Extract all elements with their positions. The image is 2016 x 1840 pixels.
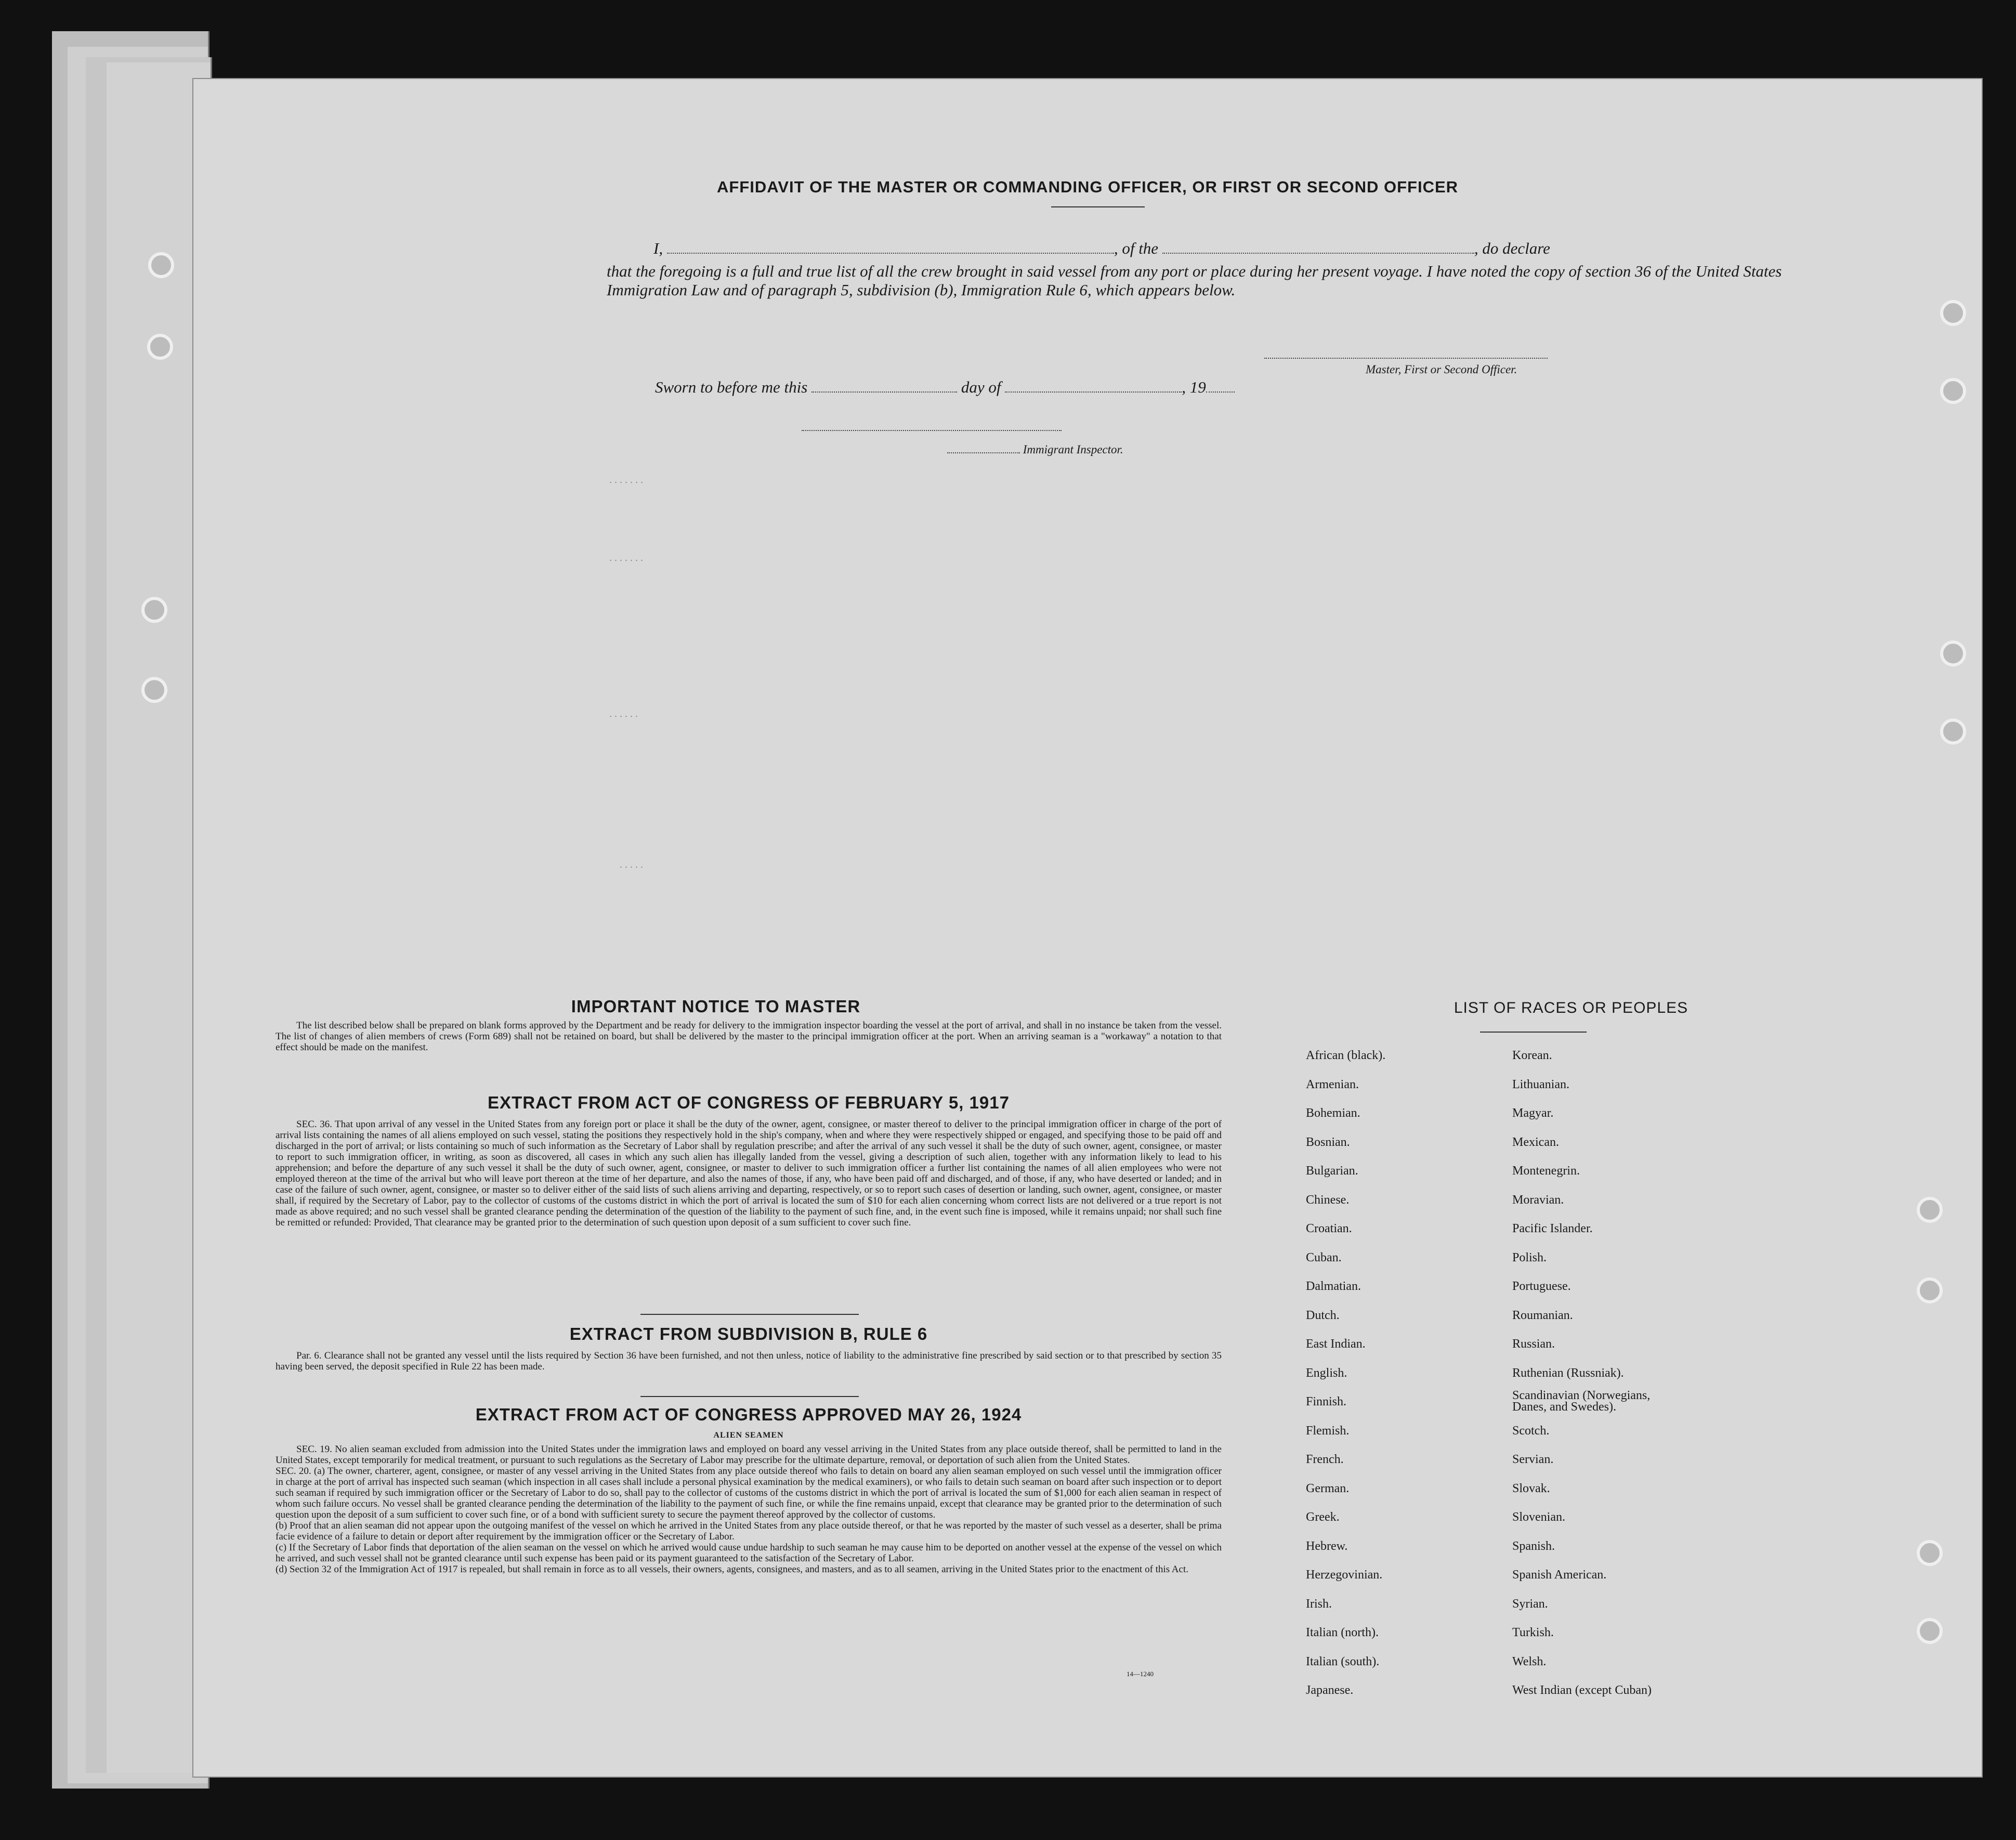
race-item: Flemish.: [1306, 1424, 1350, 1438]
year-label: , 19: [1182, 378, 1206, 396]
binder-hole: [1917, 1197, 1943, 1223]
section-rule: [640, 1396, 859, 1397]
race-item: Italian (north).: [1306, 1626, 1379, 1639]
master-signature-label: Master, First or Second Officer.: [1366, 363, 1517, 376]
race-item: Dalmatian.: [1306, 1280, 1361, 1293]
race-item: East Indian.: [1306, 1337, 1366, 1351]
binder-hole: [148, 252, 174, 278]
i-label: I,: [653, 239, 663, 257]
race-item: Bulgarian.: [1306, 1164, 1358, 1178]
declaration-body: that the foregoing is a full and true list of all the crew brought in said vessel from any port or place during her present voyage. I have noted the copy of section 36 of the United States Immigration Law and of paragraph 5, subdivision (b), Immigration Rule 6, which appears below.: [607, 262, 1782, 299]
master-signature-line[interactable]: [1264, 358, 1548, 359]
bleed-through-text: . . . . . .: [609, 708, 638, 720]
bleed-through-text: . . . . .: [620, 859, 643, 870]
race-item: Montenegrin.: [1512, 1164, 1580, 1178]
race-item: English.: [1306, 1366, 1347, 1380]
race-item: Croatian.: [1306, 1222, 1352, 1235]
declaration-first-line: [653, 239, 1787, 258]
race-item: Dutch.: [1306, 1308, 1340, 1322]
race-item: Roumanian.: [1512, 1308, 1573, 1322]
name-field[interactable]: [667, 252, 1114, 254]
race-item: Irish.: [1306, 1597, 1332, 1611]
race-item: Turkish.: [1512, 1626, 1554, 1639]
sworn-year-field[interactable]: [1206, 391, 1235, 393]
race-item: Syrian.: [1512, 1597, 1548, 1611]
sworn-line: [655, 378, 1383, 397]
vessel-field[interactable]: [1162, 252, 1474, 254]
extract-1924-text: SEC. 19. No alien seaman excluded from admission into the United States under the immigration laws and employed on board any vessel arriving in the United States from any place outside thereof, shall be permitted to land in the United States, except temporarily for medical treatment, or pursuant to such regulations as the Secretary of Labor may prescribe for the ultimate departure, removal, or deportation of such alien from the United States. SEC. 20. (a) The owner, charterer, agent, consignee, or master of any vessel arriving in the United States from any place outside thereof who fails to detain on board any alien seaman employed on such vessel until the immigration officer in charge at the port of arrival has inspected such seaman (which inspection in all cases shall include a personal physical examination by the medical examiners), or who fails to detain such seaman on board after such inspection or to deport such seaman if required by such immigration officer or the Secretary of Labor to do so, shall pay to the collector of customs of the customs district in which the port of arrival is located the sum of $1,000 for each alien seaman in respect of whom such failure occurs. No vessel shall be granted clearance pending the determination of the liability to the payment of such fine, or while the fine remains unpaid, except that clearance may be granted prior to the determination of such question upon the deposit of a sum sufficient to cover such fine, or of a bond with sufficient surety to secure the payment thereof approved by the collector of customs. (b) Proof that an alien seaman did not appear upon the outgoing manifest of the vessel on which he arrived in the United States from any place outside thereof, or that he was reported by the master of such vessel as a deserter, shall be prima facie evidence of a failure to detain or deport after requirement by the immigration officer or the Secretary of Labor. (c) If the Secretary of Labor finds that deportation of the alien seaman on the vessel on which he arrived would cause undue hardship to such seaman he may cause him to be deported on another vessel at the expense of the vessel on which he arrived, and such vessel shall not be granted clearance until such expense has been paid or its payment guaranteed to the satisfaction of the Secretary of Labor. (d) Section 32 of the Immigration Act of 1917 is repealed, but shall remain in force as to all vessels, their owners, agents, consignees, and masters, and as to all seamen, arriving in the United States prior to the enactment of this Act.: [276, 1444, 1222, 1575]
binder-hole: [147, 334, 173, 360]
race-item: Pacific Islander.: [1512, 1222, 1593, 1235]
inspector-signature-line[interactable]: [802, 430, 1062, 431]
binder-hole: [141, 677, 167, 703]
notice-text: The list described below shall be prepared on blank forms approved by the Department and be ready for delivery to the immigration inspector boarding the vessel at the port of arrival, and shall in no instance be taken from the vessel. The list of changes of alien members of crews (Form 689) shall not be retained on board, but shall be delivered by the master to the principal immigration officer at the port. When an arriving seaman is a "workaway" a notation to that effect should be made on the manifest.: [276, 1020, 1222, 1053]
race-item: Bohemian.: [1306, 1106, 1360, 1120]
race-item: Herzegovinian.: [1306, 1568, 1383, 1582]
race-item: Moravian.: [1512, 1193, 1564, 1207]
sworn-label: Sworn to before me this: [655, 378, 808, 396]
bleed-through-text: . . . . . . .: [609, 552, 643, 564]
sworn-month-field[interactable]: [1005, 391, 1182, 393]
of-the-label: , of the: [1114, 239, 1159, 257]
race-item: Mexican.: [1512, 1135, 1559, 1149]
races-rule: [1480, 1032, 1587, 1033]
race-item: Spanish American.: [1512, 1568, 1607, 1582]
do-declare-label: , do declare: [1474, 239, 1550, 257]
binder-hole: [1917, 1618, 1943, 1644]
race-item: Welsh.: [1512, 1654, 1547, 1668]
race-item: Servian.: [1512, 1453, 1554, 1466]
race-item: Finnish.: [1306, 1395, 1347, 1408]
race-item: Lithuanian.: [1512, 1077, 1569, 1091]
race-item: Polish.: [1512, 1250, 1547, 1264]
sworn-day-field[interactable]: [811, 391, 957, 393]
extract-rule6-title: EXTRACT FROM SUBDIVISION B, RULE 6: [569, 1324, 928, 1343]
race-item: Bosnian.: [1306, 1135, 1350, 1149]
race-item: Ruthenian (Russniak).: [1512, 1366, 1624, 1380]
binder-hole: [1940, 300, 1966, 326]
race-item: Slovenian.: [1512, 1510, 1565, 1524]
race-item: Greek.: [1306, 1510, 1340, 1524]
races-title: LIST OF RACES OR PEOPLES: [1454, 999, 1688, 1016]
race-item: Portuguese.: [1512, 1280, 1571, 1293]
inspector-label: Immigrant Inspector.: [1023, 443, 1123, 456]
binder-hole: [141, 597, 167, 623]
binder-hole: [1917, 1540, 1943, 1566]
race-item: Italian (south).: [1306, 1654, 1380, 1668]
notice-title: IMPORTANT NOTICE TO MASTER: [571, 997, 861, 1016]
extract-1917-text: SEC. 36. That upon arrival of any vessel in the United States from any foreign port or place it shall be the duty of the owner, agent, consignee, or master thereof to deliver to the principal immigration officer in charge of the port of arrival lists containing the names of all aliens employed on such vessel, stating the positions they respectively hold in the ship's company, when and where they were respectively shipped or engaged, and specifying those to be paid off and discharged in the port of arrival; or lists containing so much of such information as the Secretary of Labor shall by regulation prescribe; and after the arrival of any such vessel it shall be the duty of such owner, agent, consignee, or master to report to such immigration officer, in writing, as soon as discovered, all cases in which any such alien has illegally landed from the vessel, giving a description of such alien, together with any information likely to lead to his apprehension; and before the departure of any such vessel it shall be the duty of such owner, agent, consignee, or master to deliver to such immigration officer a further list containing the names of all alien employees who were not employed thereon at the time of the arrival but who will leave port thereon at the time of her departure, and also the names of those, if any, who have been paid off and discharged, and of those, if any, who have deserted or landed; and in case of the failure of such owner, agent, consignee, or master so to deliver either of the said lists of such aliens arriving and departing, respectively, or so to report such cases of desertion or landing, such owner, agent, consignee, or master shall, if required by the Secretary of Labor, pay to the collector of customs of the customs district in which the port of arrival is located the sum of $10 for each alien concerning whom correct lists are not delivered or a true report is not made as above required; and no such vessel shall be granted clearance pending the determination of the question of the liability to the payment of such fine, and, in the event such fine is imposed, while it remains unpaid; nor shall such fine be remitted or refunded: Provided, That clearance may be granted prior to the determination of such question upon deposit of a sum sufficient to cover such fine.: [276, 1119, 1222, 1228]
race-item: Korean.: [1512, 1049, 1552, 1062]
binder-hole: [1940, 378, 1966, 404]
race-item: West Indian (except Cuban): [1512, 1684, 1652, 1697]
race-item: Armenian.: [1306, 1077, 1359, 1091]
title-rule: [1051, 206, 1145, 207]
binder-hole: [1917, 1277, 1943, 1303]
race-item: Cuban.: [1306, 1250, 1342, 1264]
binder-hole: [1940, 641, 1966, 667]
race-item: Hebrew.: [1306, 1539, 1348, 1553]
race-item: Japanese.: [1306, 1684, 1354, 1697]
bleed-through-text: . . . . . . .: [609, 474, 643, 486]
extract-1917-title: EXTRACT FROM ACT OF CONGRESS OF FEBRUARY 5, 1917: [488, 1093, 1010, 1112]
alien-seamen-subtitle: ALIEN SEAMEN: [713, 1431, 784, 1440]
race-item: Scandinavian (Norwegians, Danes, and Swedes).: [1512, 1389, 1651, 1414]
race-item: African (black).: [1306, 1049, 1386, 1062]
race-item: Chinese.: [1306, 1193, 1350, 1207]
race-item: French.: [1306, 1453, 1344, 1466]
race-item: German.: [1306, 1481, 1350, 1495]
affidavit-title: AFFIDAVIT OF THE MASTER OR COMMANDING OFFICER, OR FIRST OR SECOND OFFICER: [716, 178, 1459, 196]
inspector-dots: [947, 452, 1020, 453]
race-item: Russian.: [1512, 1337, 1555, 1351]
form-code: 14—1240: [1127, 1670, 1154, 1678]
extract-rule6-text: Par. 6. Clearance shall not be granted any vessel until the lists required by Section 36 have been furnished, and not then unless, notice of liability to the administrative fine prescribed by said section or to that prescribed by section 35 having been served, the deposit specified in Rule 22 has been made.: [276, 1350, 1222, 1372]
race-item: Magyar.: [1512, 1106, 1554, 1120]
race-item: Slovak.: [1512, 1481, 1550, 1495]
inspector-signature-label: [947, 443, 1123, 456]
race-item: Scotch.: [1512, 1424, 1550, 1438]
document-page: [192, 78, 1983, 1778]
day-of-label: day of: [961, 378, 1001, 396]
race-item: Spanish.: [1512, 1539, 1555, 1553]
section-rule: [640, 1314, 859, 1315]
binder-hole: [1940, 719, 1966, 745]
extract-1924-title: EXTRACT FROM ACT OF CONGRESS APPROVED MAY 26, 1924: [475, 1405, 1022, 1424]
